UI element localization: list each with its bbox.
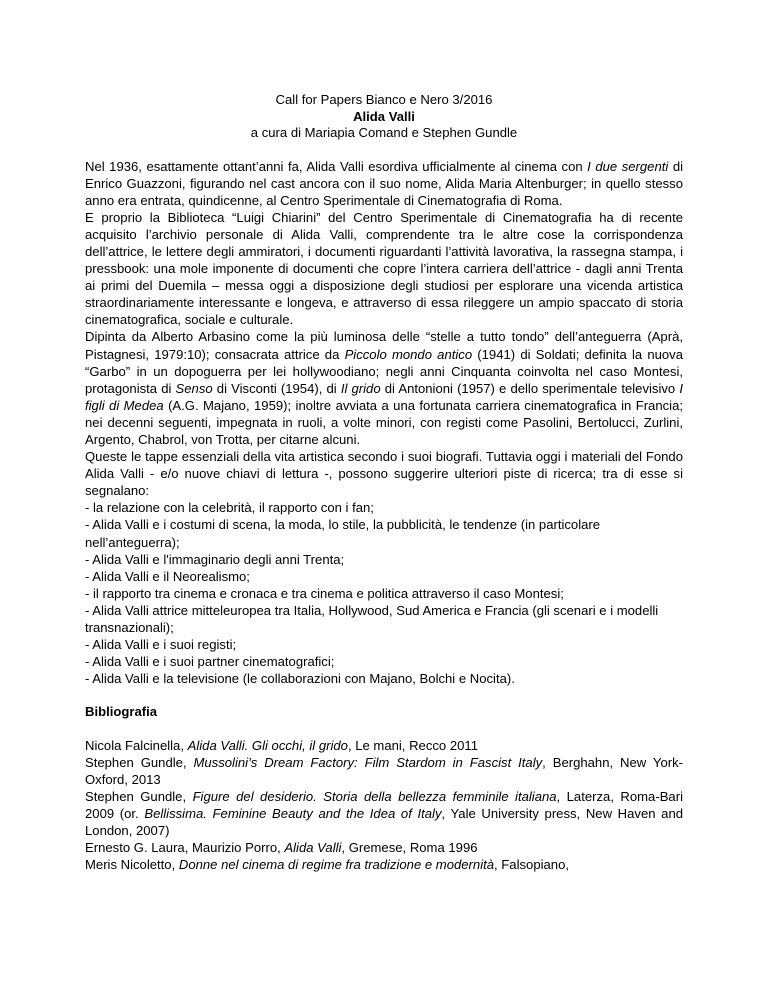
list-item: - il rapporto tra cinema e cronaca e tra cinema e politica attraverso il caso Montesi;	[85, 585, 564, 601]
list-item: - la relazione con la celebrità, il rapporto con i fan;	[85, 500, 374, 516]
document-title: Alida Valli	[353, 108, 415, 124]
film-title: Senso	[175, 380, 213, 396]
paragraph-archive: E proprio la Biblioteca “Luigi Chiarini” del Centro Sperimentale di Cinematografia ha di recente acquisito l’archivio personale di Alida Valli, comprendente tra le altre cose la corrispondenza dell’attrice, le lettere degli ammiratori, i documenti riguardanti l’attività lavorativa, la rassegna stampa, i pressbook: una mole imponente di documenti che copre l’intera carriera dell’attrice - dagli anni Trenta ai primi del Duemila – messa oggi a disposizione degli studiosi per esplorare una vicenda artistica straordinariamente interessante e longeva, e attraverso di essa rileggere un ampio spaccato di storia cinematografica, sociale e culturale.	[85, 209, 683, 328]
bibliography-entry: Stephen Gundle, Figure del desiderio. Storia della bellezza femminile italiana, Laterza, Roma-Bari 2009 (or. Bellissima. Feminine Beauty and the Idea of Italy, Yale University press, New Haven and London, 2007)	[85, 788, 684, 838]
list-item: - Alida Valli e l'immaginario degli anni Trenta;	[85, 551, 345, 567]
bibliography-entry: Ernesto G. Laura, Maurizio Porro, Alida Valli, Gremese, Roma 1996	[85, 840, 478, 856]
document-header	[85, 92, 683, 142]
bibliography-entry: Stephen Gundle, Mussolini’s Dream Factory: Film Stardom in Fascist Italy, Berghahn, New York-Oxford, 2013	[85, 754, 684, 787]
paragraph-career: Dipinta da Alberto Arbasino come la più luminosa delle “stelle a tutto tondo” dell’anteguerra (Aprà, Pistagnesi, 1979:10); consacrata attrice da Piccolo mondo antico (1941) di Soldati; definita la nuova “Garbo” in un dopoguerra per lei hollywoodiano; negli anni Cinquanta coinvolta nel caso Montesi, protagonista di Senso di Visconti (1954), di Il grido di Antonioni (1957) e dello sperimentale televisivo I figli di Medea (A.G. Majano, 1959); inoltre avviata a una fortunata carriera cinematografica in Francia; nei decenni seguenti, impegnata in ruoli, a volte minori, con registi come Pasolini, Bertolucci, Zurlini, Argento, Chabrol, von Trotta, per citarne alcuni.	[85, 329, 683, 447]
list-item: - Alida Valli e i suoi partner cinematografici;	[85, 654, 335, 670]
bibliography-list	[85, 737, 683, 874]
list-item: - Alida Valli e il Neorealismo;	[85, 568, 250, 584]
document-page	[85, 92, 683, 873]
call-for-papers-line: Call for Papers Bianco e Nero 3/2016	[275, 92, 493, 107]
list-item: - Alida Valli e i suoi registi;	[85, 637, 237, 653]
bibliography-entry: Nicola Falcinella, Alida Valli. Gli occhi, il grido, Le mani, Recco 2011	[85, 737, 478, 753]
list-item: - Alida Valli attrice mitteleuropea tra Italia, Hollywood, Sud America e Francia (gli scenari e i modelli transnazionali);	[85, 602, 659, 636]
film-title: I due sergenti	[587, 158, 669, 174]
film-title: I figli di Medea	[85, 380, 683, 413]
editors-line: a cura di Mariapia Comand e Stephen Gundle	[250, 125, 518, 140]
film-title: Il grido	[340, 380, 381, 396]
paragraph-research: Queste le tappe essenziali della vita artistica secondo i suoi biografi. Tuttavia oggi i materiali del Fondo Alida Valli - e/o nuove chiavi di lettura -, possono suggerire ulteriori piste di ricerca; tra di esse si segnalano:	[85, 449, 683, 499]
list-item: - Alida Valli e la televisione (le collaborazioni con Majano, Bolchi e Nocita).	[85, 671, 515, 687]
bibliography-heading: Bibliografia	[85, 704, 158, 720]
paragraph-debut: Nel 1936, esattamente ottant’anni fa, Alida Valli esordiva ufficialmente al cinema con I due sergenti di Enrico Guazzoni, figurando nel cast ancora con il suo nome, Alida Maria Altenburger; in quello stesso anno era entrata, quindicenne, al Centro Sperimentale di Cinematografia di Roma.	[85, 158, 684, 208]
body-text	[85, 158, 683, 500]
list-item: - Alida Valli e i costumi di scena, la moda, lo stile, la pubblicità, le tendenze (in particolare nell’anteguerra);	[85, 517, 601, 550]
film-title: Piccolo mondo antico	[344, 346, 473, 362]
research-topics-list	[85, 499, 683, 687]
bibliography-entry: Meris Nicoletto, Donne nel cinema di regime fra tradizione e modernità, Falsopiano,	[85, 857, 570, 873]
